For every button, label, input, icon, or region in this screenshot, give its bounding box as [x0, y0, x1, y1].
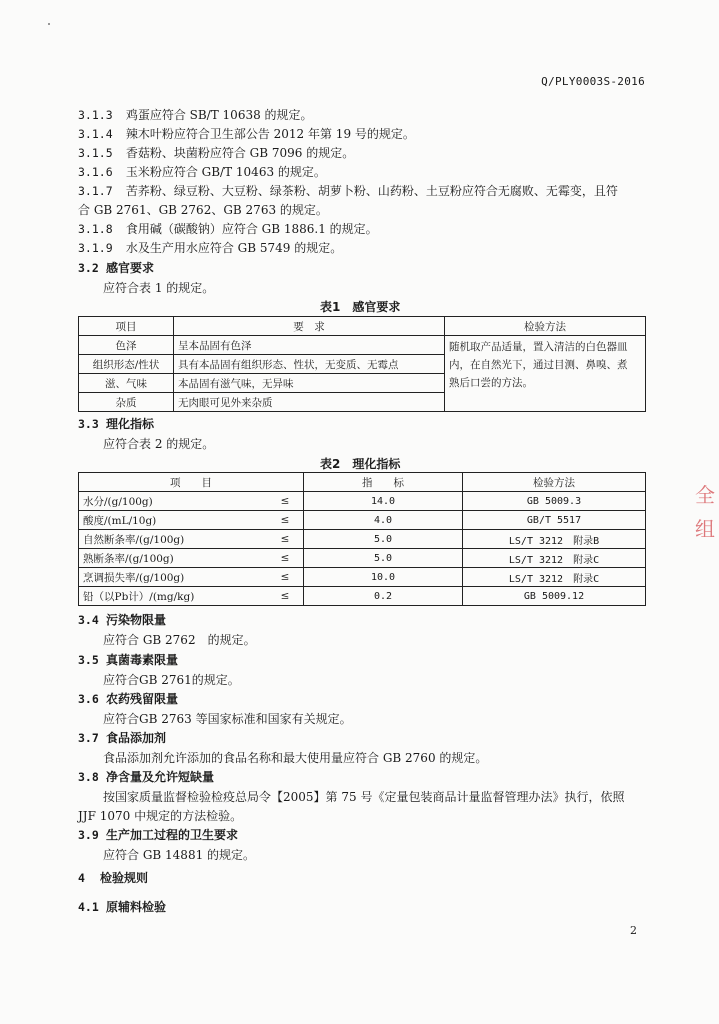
section-3-9-body: 应符合 GB 14881 的规定。 — [103, 848, 256, 862]
section-3-6-body: 应符合GB 2763 等国家标准和国家有关规定。 — [103, 712, 352, 726]
section-3-5-body: 应符合GB 2761的规定。 — [103, 673, 240, 687]
clause-3-1-3: 3.1.3 鸡蛋应符合 SB/T 10638 的规定。 — [78, 108, 313, 122]
table2-item: 水分/(g/100g) — [79, 492, 268, 511]
table2-caption: 表2 理化指标 — [320, 457, 401, 471]
section-3-7-body: 食品添加剂允许添加的食品名称和最大使用量应符合 GB 2760 的规定。 — [103, 751, 488, 765]
section-3-2-heading: 3.2 感官要求 — [78, 261, 155, 275]
section-4-heading: 4 检验规则 — [78, 871, 149, 885]
table2-header-index: 指 标 — [304, 473, 463, 492]
section-3-4-body: 应符合 GB 2762 的规定。 — [103, 633, 256, 647]
table2-method: LS/T 3212 附录C — [463, 568, 646, 587]
table2-method: GB 5009.12 — [463, 587, 646, 606]
table2-header-item: 项 目 — [79, 473, 304, 492]
table1-cell: 组织形态/性状 — [79, 355, 174, 374]
table2-val: 4.0 — [304, 511, 463, 530]
table2-sym: ≤ — [267, 492, 304, 511]
clause-3-1-6: 3.1.6 玉米粉应符合 GB/T 10463 的规定。 — [78, 165, 326, 179]
clause-3-1-9: 3.1.9 水及生产用水应符合 GB 5749 的规定。 — [78, 241, 343, 255]
table2-method: GB 5009.3 — [463, 492, 646, 511]
section-3-3-body: 应符合表 2 的规定。 — [103, 437, 215, 451]
section-3-9-heading: 3.9 生产加工过程的卫生要求 — [78, 828, 239, 842]
table2-val: 14.0 — [304, 492, 463, 511]
table2-method: LS/T 3212 附录C — [463, 549, 646, 568]
section-4-1-heading: 4.1 原辅料检验 — [78, 900, 167, 914]
table2-method: GB/T 5517 — [463, 511, 646, 530]
clause-3-1-7-cont: 合 GB 2761、GB 2762、GB 2763 的规定。 — [78, 203, 328, 217]
table2-val: 5.0 — [304, 530, 463, 549]
table1-cell: 色泽 — [79, 336, 174, 355]
table1-method: 随机取产品适量，置入清洁的白色器皿 内，在自然光下，通过目测、鼻嗅、煮 熟后口尝的方法。 — [445, 336, 646, 412]
section-3-4-heading: 3.4 污染物限量 — [78, 613, 167, 627]
table2-header-method: 检验方法 — [463, 473, 646, 492]
clause-3-1-4: 3.1.4 辣木叶粉应符合卫生部公告 2012 年第 19 号的规定。 — [78, 127, 415, 141]
section-3-2-body: 应符合表 1 的规定。 — [103, 281, 215, 295]
table1-header-method: 检验方法 — [445, 317, 646, 336]
page-number: 2 — [630, 924, 637, 937]
table2-item: 自然断条率/(g/100g) — [79, 530, 268, 549]
table2-item: 铅（以Pb计）/(mg/kg) — [79, 587, 268, 606]
table2-sym: ≤ — [267, 587, 304, 606]
table1-cell: 具有本品固有组织形态、性状，无变质、无霉点 — [174, 355, 445, 374]
section-3-7-heading: 3.7 食品添加剂 — [78, 731, 167, 745]
table2-val: 0.2 — [304, 587, 463, 606]
table1-header-req: 要 求 — [174, 317, 445, 336]
table2-sym: ≤ — [267, 568, 304, 587]
table1-caption: 表1 感官要求 — [320, 300, 401, 314]
table2-method: LS/T 3212 附录B — [463, 530, 646, 549]
table2-item: 熟断条率/(g/100g) — [79, 549, 268, 568]
table2-sym: ≤ — [267, 511, 304, 530]
table1-sensory — [78, 316, 646, 412]
section-3-8-heading: 3.8 净含量及允许短缺量 — [78, 770, 215, 784]
table1-cell: 呈本品固有色泽 — [174, 336, 445, 355]
clause-3-1-8: 3.1.8 食用碱（碳酸钠）应符合 GB 1886.1 的规定。 — [78, 222, 378, 236]
table2-sym: ≤ — [267, 530, 304, 549]
clause-3-1-5: 3.1.5 香菇粉、块菌粉应符合 GB 7096 的规定。 — [78, 146, 355, 160]
table1-cell: 本品固有滋气味，无异味 — [174, 374, 445, 393]
table1-cell: 无肉眼可见外来杂质 — [174, 393, 445, 412]
section-3-6-heading: 3.6 农药残留限量 — [78, 692, 179, 706]
table2-val: 10.0 — [304, 568, 463, 587]
document-code: Q/PLY0003S-2016 — [541, 75, 645, 88]
section-3-8-body: 按国家质量监督检验检疫总局令【2005】第 75 号《定量包装商品计量监督管理办法》执行，依照 — [103, 790, 625, 804]
table2-item: 酸度/(mL/10g) — [79, 511, 268, 530]
table1-header-item: 项目 — [79, 317, 174, 336]
table2-sym: ≤ — [267, 549, 304, 568]
table1-cell: 滋、气味 — [79, 374, 174, 393]
table2-item: 烹调损失率/(g/100g) — [79, 568, 268, 587]
clause-3-1-7: 3.1.7 苦荞粉、绿豆粉、大豆粉、绿茶粉、胡萝卜粉、山药粉、土豆粉应符合无腐败、无霉变，且符 — [78, 184, 618, 198]
section-3-8-body-cont: JJF 1070 中规定的方法检验。 — [78, 809, 243, 823]
table2-val: 5.0 — [304, 549, 463, 568]
table2-physchem — [78, 472, 646, 606]
table1-cell: 杂质 — [79, 393, 174, 412]
scan-speck — [48, 23, 50, 25]
red-seal-stamp: 全组 — [695, 483, 715, 541]
section-3-3-heading: 3.3 理化指标 — [78, 417, 155, 431]
section-3-5-heading: 3.5 真菌毒素限量 — [78, 653, 179, 667]
